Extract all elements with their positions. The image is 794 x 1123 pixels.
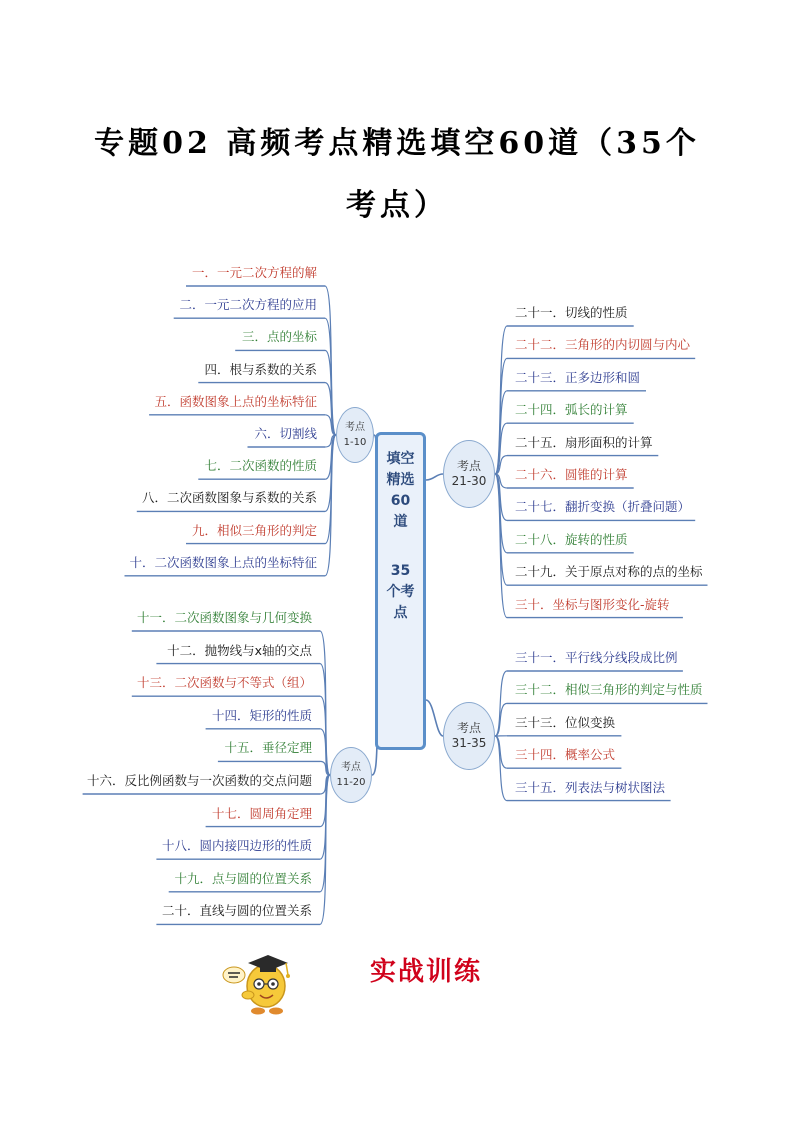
- group1-topic-4: 四．根与系数的关系: [204, 361, 317, 377]
- group3-topic-10: 三十．坐标与图形变化-旋转: [515, 596, 670, 612]
- group4-branch-2: [495, 703, 507, 736]
- hub-31-35: [443, 702, 495, 770]
- group2-topic-9: 十九．点与圆的位置关系: [174, 870, 312, 886]
- group4-topic-3: 三十三．位似变换: [515, 714, 616, 730]
- hub-1-10-bottom: 1-10: [343, 437, 367, 448]
- group1-topic-9: 九．相似三角形的判定: [191, 522, 317, 538]
- central-topic-line-1: 填空精选60道: [386, 451, 415, 530]
- page-title-line-2: 考点）: [346, 188, 448, 223]
- group1-topic-3: 三．点的坐标: [241, 329, 317, 345]
- group2-topic-5: 十五．垂径定理: [224, 740, 312, 756]
- group3-topic-1: 二十一．切线的性质: [515, 305, 628, 320]
- group2-topic-1: 十一．二次函数图象与几何变换: [136, 610, 312, 625]
- hub4-center-link: [426, 700, 443, 736]
- group3-branch-4: [495, 423, 507, 474]
- group1-topic-5: 五．函数图象上点的坐标特征: [154, 393, 317, 409]
- group4-topic-2: 三十二．相似三角形的判定与性质: [515, 682, 703, 698]
- group2-topic-4: 十四．矩形的性质: [211, 707, 312, 723]
- hub-1-10-top: 考点: [345, 422, 365, 433]
- group4-topic-4: 三十四．概率公式: [515, 747, 616, 763]
- group1-topic-6: 六．切割线: [254, 426, 317, 441]
- hub-11-20-top: 考点: [341, 762, 361, 773]
- central-topic-line-2: 35个考点: [386, 563, 415, 621]
- group3-topic-6: 二十六．圆锥的计算: [515, 467, 628, 482]
- group1-branch-7: [325, 435, 336, 479]
- group2-topic-10: 二十．直线与圆的位置关系: [161, 903, 312, 919]
- group3-topic-2: 二十二．三角形的内切圆与内心: [515, 337, 691, 353]
- group4-branch-4: [495, 736, 507, 768]
- page-title-line-1: 专题02 高频考点精选填空60道（35个: [94, 126, 700, 161]
- group4-topic-5: 三十五．列表法与树状图法: [515, 779, 666, 795]
- group1-topic-1: 一．一元二次方程的解: [191, 265, 317, 280]
- central-topic-box: [375, 432, 426, 750]
- group1-topic-8: 八．二次函数图象与系数的关系: [141, 490, 317, 506]
- group3-topic-9: 二十九．关于原点对称的点的坐标: [515, 564, 703, 580]
- group2-topic-3: 十三．二次函数与不等式（组）: [136, 675, 312, 691]
- group3-topic-5: 二十五．扇形面积的计算: [515, 434, 653, 450]
- group2-topic-8: 十八．圆内接四边形的性质: [161, 838, 312, 854]
- group2-topic-2: 十二．抛物线与x轴的交点: [167, 642, 312, 658]
- mascot-student-icon: [222, 935, 300, 1019]
- hub-1-10: [336, 407, 374, 463]
- hub-11-20: [330, 747, 372, 803]
- hub-21-30: [443, 440, 495, 508]
- group2-topic-6: 十六．反比例函数与一次函数的交点问题: [86, 773, 312, 788]
- group1-topic-2: 二．一元二次方程的应用: [179, 297, 317, 313]
- hub3-center-link: [426, 474, 443, 480]
- hub-31-35-top: 考点: [456, 721, 481, 735]
- hub-21-30-top: 考点: [456, 459, 481, 473]
- group2-topic-7: 十七．圆周角定理: [211, 805, 312, 821]
- group2-branch-4: [320, 729, 330, 775]
- group3-topic-3: 二十三．正多边形和圆: [515, 369, 641, 385]
- hub-11-20-bottom: 11-20: [336, 777, 366, 788]
- hub-31-35-bottom: 31-35: [451, 736, 487, 750]
- group3-topic-4: 二十四．弧长的计算: [515, 402, 628, 418]
- group4-topic-1: 三十一．平行线分线段成比例: [515, 650, 678, 665]
- hub-21-30-bottom: 21-30: [451, 474, 487, 488]
- group2-branch-7: [320, 775, 330, 827]
- group3-topic-8: 二十八．旋转的性质: [515, 531, 628, 547]
- practice-heading: 实战训练: [370, 957, 483, 987]
- group3-topic-7: 二十七．翻折变换（折叠问题）: [515, 499, 691, 515]
- group3-branch-7: [495, 474, 507, 520]
- group1-topic-7: 七．二次函数的性质: [204, 458, 317, 474]
- group1-branch-4: [325, 383, 336, 435]
- group1-topic-10: 十．二次函数图象上点的坐标特征: [129, 554, 317, 570]
